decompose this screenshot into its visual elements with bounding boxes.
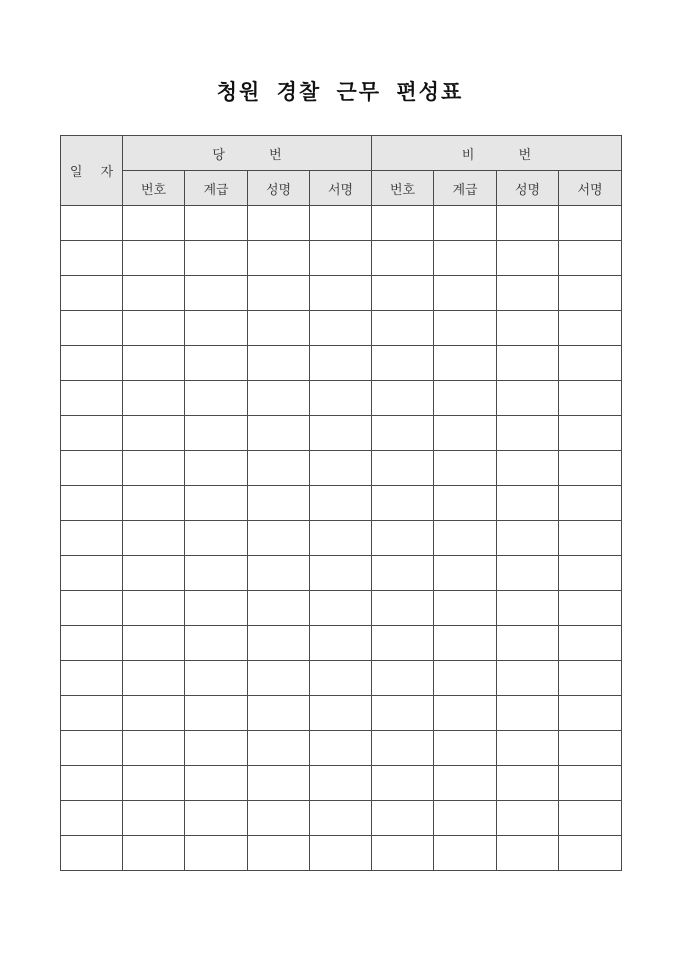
off-duty-rank-cell[interactable] (434, 451, 497, 486)
header-row-groups (61, 136, 622, 171)
on-duty-name-cell[interactable] (248, 206, 310, 241)
on-duty-number-cell[interactable] (123, 486, 185, 521)
on-duty-rank-cell[interactable] (185, 451, 248, 486)
header-row-subcolumns (61, 171, 622, 206)
off-duty-name-cell[interactable] (497, 591, 559, 626)
on-duty-signature-cell[interactable] (310, 556, 372, 591)
date-cell[interactable] (61, 591, 123, 626)
on-duty-number-cell[interactable] (123, 626, 185, 661)
off-duty-signature-cell[interactable] (559, 626, 622, 661)
off-duty-number-cell[interactable] (372, 836, 434, 871)
off-duty-name-cell[interactable] (497, 836, 559, 871)
off-duty-signature-cell[interactable] (559, 346, 622, 381)
off-duty-number-cell[interactable] (372, 451, 434, 486)
off-duty-rank-cell[interactable] (434, 486, 497, 521)
off-duty-rank-cell[interactable] (434, 276, 497, 311)
on-duty-rank-cell[interactable] (185, 626, 248, 661)
date-cell[interactable] (61, 661, 123, 696)
on-duty-number-cell[interactable] (123, 731, 185, 766)
off-duty-name-cell[interactable] (497, 521, 559, 556)
on-duty-number-cell[interactable] (123, 276, 185, 311)
off-duty-number-cell[interactable] (372, 346, 434, 381)
on-duty-name-cell[interactable] (248, 556, 310, 591)
on-duty-rank-cell[interactable] (185, 696, 248, 731)
off-duty-signature-cell[interactable] (559, 766, 622, 801)
off-duty-rank-header: 계급 (434, 171, 497, 206)
date-cell[interactable] (61, 451, 123, 486)
date-cell[interactable] (61, 801, 123, 836)
off-duty-name-cell[interactable] (497, 626, 559, 661)
off-duty-signature-header: 서명 (559, 171, 622, 206)
on-duty-signature-cell[interactable] (310, 381, 372, 416)
on-duty-number-cell[interactable] (123, 556, 185, 591)
on-duty-name-cell[interactable] (248, 836, 310, 871)
on-duty-number-cell[interactable] (123, 661, 185, 696)
date-cell[interactable] (61, 626, 123, 661)
off-duty-rank-cell[interactable] (434, 206, 497, 241)
date-cell[interactable] (61, 381, 123, 416)
off-duty-signature-cell[interactable] (559, 276, 622, 311)
off-duty-name-header: 성명 (497, 171, 559, 206)
off-duty-name-cell[interactable] (497, 661, 559, 696)
date-cell[interactable] (61, 766, 123, 801)
table-row (61, 346, 622, 381)
off-duty-signature-cell[interactable] (559, 836, 622, 871)
off-duty-group-header: 비 번 (372, 136, 622, 171)
date-cell[interactable] (61, 206, 123, 241)
table-row (61, 731, 622, 766)
table-row (61, 381, 622, 416)
on-duty-rank-cell[interactable] (185, 766, 248, 801)
on-duty-signature-cell[interactable] (310, 451, 372, 486)
on-duty-rank-cell[interactable] (185, 276, 248, 311)
off-duty-name-cell[interactable] (497, 731, 559, 766)
on-duty-name-cell[interactable] (248, 766, 310, 801)
off-duty-number-cell[interactable] (372, 276, 434, 311)
off-duty-signature-cell[interactable] (559, 311, 622, 346)
off-duty-number-cell[interactable] (372, 241, 434, 276)
on-duty-signature-cell[interactable] (310, 346, 372, 381)
on-duty-name-cell[interactable] (248, 626, 310, 661)
off-duty-number-cell[interactable] (372, 311, 434, 346)
off-duty-number-cell[interactable] (372, 381, 434, 416)
on-duty-signature-header: 서명 (310, 171, 372, 206)
on-duty-rank-cell[interactable] (185, 311, 248, 346)
on-duty-signature-cell[interactable] (310, 731, 372, 766)
date-cell[interactable] (61, 311, 123, 346)
on-duty-number-cell[interactable] (123, 241, 185, 276)
on-duty-rank-cell[interactable] (185, 486, 248, 521)
on-duty-group-header: 당 번 (123, 136, 372, 171)
off-duty-name-cell[interactable] (497, 311, 559, 346)
date-cell[interactable] (61, 241, 123, 276)
off-duty-number-cell[interactable] (372, 521, 434, 556)
off-duty-rank-cell[interactable] (434, 416, 497, 451)
on-duty-rank-cell[interactable] (185, 731, 248, 766)
on-duty-signature-cell[interactable] (310, 416, 372, 451)
table-row (61, 486, 622, 521)
off-duty-signature-cell[interactable] (559, 591, 622, 626)
off-duty-rank-cell[interactable] (434, 731, 497, 766)
off-duty-number-header: 번호 (372, 171, 434, 206)
date-cell[interactable] (61, 731, 123, 766)
table-row (61, 276, 622, 311)
on-duty-rank-cell[interactable] (185, 206, 248, 241)
off-duty-name-cell[interactable] (497, 451, 559, 486)
off-duty-number-cell[interactable] (372, 801, 434, 836)
off-duty-number-cell[interactable] (372, 766, 434, 801)
on-duty-rank-cell[interactable] (185, 556, 248, 591)
on-duty-rank-cell[interactable] (185, 241, 248, 276)
date-cell[interactable] (61, 836, 123, 871)
on-duty-name-cell[interactable] (248, 521, 310, 556)
on-duty-number-cell[interactable] (123, 591, 185, 626)
off-duty-name-cell[interactable] (497, 241, 559, 276)
on-duty-rank-cell[interactable] (185, 416, 248, 451)
off-duty-name-cell[interactable] (497, 346, 559, 381)
table-row (61, 241, 622, 276)
on-duty-rank-cell[interactable] (185, 801, 248, 836)
date-cell[interactable] (61, 346, 123, 381)
on-duty-number-cell[interactable] (123, 451, 185, 486)
on-duty-signature-cell[interactable] (310, 766, 372, 801)
on-duty-signature-cell[interactable] (310, 206, 372, 241)
off-duty-rank-cell[interactable] (434, 766, 497, 801)
date-column-header: 일 자 (61, 136, 123, 206)
off-duty-number-cell[interactable] (372, 416, 434, 451)
on-duty-number-header: 번호 (123, 171, 185, 206)
on-duty-signature-cell[interactable] (310, 241, 372, 276)
off-duty-number-cell[interactable] (372, 626, 434, 661)
off-duty-signature-cell[interactable] (559, 661, 622, 696)
table-row (61, 661, 622, 696)
on-duty-signature-cell[interactable] (310, 486, 372, 521)
date-cell[interactable] (61, 556, 123, 591)
on-duty-number-cell[interactable] (123, 416, 185, 451)
on-duty-signature-cell[interactable] (310, 276, 372, 311)
off-duty-rank-cell[interactable] (434, 626, 497, 661)
on-duty-signature-cell[interactable] (310, 696, 372, 731)
table-row (61, 766, 622, 801)
on-duty-number-cell[interactable] (123, 696, 185, 731)
off-duty-rank-cell[interactable] (434, 556, 497, 591)
off-duty-signature-cell[interactable] (559, 556, 622, 591)
table-row (61, 836, 622, 871)
off-duty-signature-cell[interactable] (559, 416, 622, 451)
off-duty-rank-cell[interactable] (434, 801, 497, 836)
on-duty-number-cell[interactable] (123, 766, 185, 801)
on-duty-rank-cell[interactable] (185, 836, 248, 871)
table-row (61, 311, 622, 346)
off-duty-name-cell[interactable] (497, 801, 559, 836)
off-duty-signature-cell[interactable] (559, 241, 622, 276)
off-duty-signature-cell[interactable] (559, 731, 622, 766)
on-duty-name-cell[interactable] (248, 486, 310, 521)
off-duty-rank-cell[interactable] (434, 381, 497, 416)
on-duty-name-cell[interactable] (248, 731, 310, 766)
off-duty-name-cell[interactable] (497, 766, 559, 801)
on-duty-rank-cell[interactable] (185, 661, 248, 696)
on-duty-signature-cell[interactable] (310, 836, 372, 871)
on-duty-rank-cell[interactable] (185, 521, 248, 556)
table-row (61, 206, 622, 241)
page-title: 청원 경찰 근무 편성표 (216, 79, 464, 104)
on-duty-number-cell[interactable] (123, 521, 185, 556)
on-duty-name-cell[interactable] (248, 381, 310, 416)
off-duty-name-cell[interactable] (497, 696, 559, 731)
on-duty-name-cell[interactable] (248, 451, 310, 486)
on-duty-name-cell[interactable] (248, 661, 310, 696)
off-duty-rank-cell[interactable] (434, 836, 497, 871)
off-duty-name-cell[interactable] (497, 416, 559, 451)
off-duty-signature-cell[interactable] (559, 206, 622, 241)
table-row (61, 416, 622, 451)
off-duty-number-cell[interactable] (372, 661, 434, 696)
off-duty-name-cell[interactable] (497, 486, 559, 521)
on-duty-name-cell[interactable] (248, 591, 310, 626)
off-duty-rank-cell[interactable] (434, 346, 497, 381)
off-duty-signature-cell[interactable] (559, 451, 622, 486)
off-duty-number-cell[interactable] (372, 696, 434, 731)
date-cell[interactable] (61, 696, 123, 731)
off-duty-number-cell[interactable] (372, 486, 434, 521)
duty-roster-table (60, 135, 622, 871)
off-duty-number-cell[interactable] (372, 731, 434, 766)
table-row (61, 521, 622, 556)
on-duty-signature-cell[interactable] (310, 311, 372, 346)
on-duty-number-cell[interactable] (123, 801, 185, 836)
on-duty-rank-header: 계급 (185, 171, 248, 206)
on-duty-name-cell[interactable] (248, 241, 310, 276)
date-cell[interactable] (61, 486, 123, 521)
on-duty-name-cell[interactable] (248, 311, 310, 346)
on-duty-rank-cell[interactable] (185, 381, 248, 416)
on-duty-signature-cell[interactable] (310, 626, 372, 661)
off-duty-rank-cell[interactable] (434, 591, 497, 626)
on-duty-signature-cell[interactable] (310, 591, 372, 626)
on-duty-signature-cell[interactable] (310, 521, 372, 556)
off-duty-number-cell[interactable] (372, 591, 434, 626)
on-duty-number-cell[interactable] (123, 381, 185, 416)
on-duty-name-cell[interactable] (248, 346, 310, 381)
table-row (61, 591, 622, 626)
off-duty-signature-cell[interactable] (559, 801, 622, 836)
on-duty-name-header: 성명 (248, 171, 310, 206)
off-duty-name-cell[interactable] (497, 276, 559, 311)
date-cell[interactable] (61, 521, 123, 556)
table-row (61, 451, 622, 486)
table-row (61, 696, 622, 731)
date-cell[interactable] (61, 416, 123, 451)
on-duty-number-cell[interactable] (123, 836, 185, 871)
off-duty-name-cell[interactable] (497, 206, 559, 241)
off-duty-signature-cell[interactable] (559, 696, 622, 731)
off-duty-signature-cell[interactable] (559, 521, 622, 556)
off-duty-signature-cell[interactable] (559, 381, 622, 416)
on-duty-name-cell[interactable] (248, 416, 310, 451)
off-duty-number-cell[interactable] (372, 206, 434, 241)
off-duty-signature-cell[interactable] (559, 486, 622, 521)
on-duty-name-cell[interactable] (248, 276, 310, 311)
off-duty-rank-cell[interactable] (434, 696, 497, 731)
off-duty-name-cell[interactable] (497, 556, 559, 591)
table-row (61, 801, 622, 836)
on-duty-signature-cell[interactable] (310, 661, 372, 696)
off-duty-rank-cell[interactable] (434, 241, 497, 276)
on-duty-rank-cell[interactable] (185, 591, 248, 626)
on-duty-signature-cell[interactable] (310, 801, 372, 836)
table-row (61, 626, 622, 661)
off-duty-name-cell[interactable] (497, 381, 559, 416)
table-row (61, 556, 622, 591)
on-duty-number-cell[interactable] (123, 311, 185, 346)
roster-body (61, 206, 622, 871)
off-duty-rank-cell[interactable] (434, 521, 497, 556)
off-duty-rank-cell[interactable] (434, 311, 497, 346)
on-duty-number-cell[interactable] (123, 206, 185, 241)
on-duty-name-cell[interactable] (248, 696, 310, 731)
on-duty-rank-cell[interactable] (185, 346, 248, 381)
on-duty-number-cell[interactable] (123, 346, 185, 381)
date-cell[interactable] (61, 276, 123, 311)
off-duty-number-cell[interactable] (372, 556, 434, 591)
on-duty-name-cell[interactable] (248, 801, 310, 836)
off-duty-rank-cell[interactable] (434, 661, 497, 696)
